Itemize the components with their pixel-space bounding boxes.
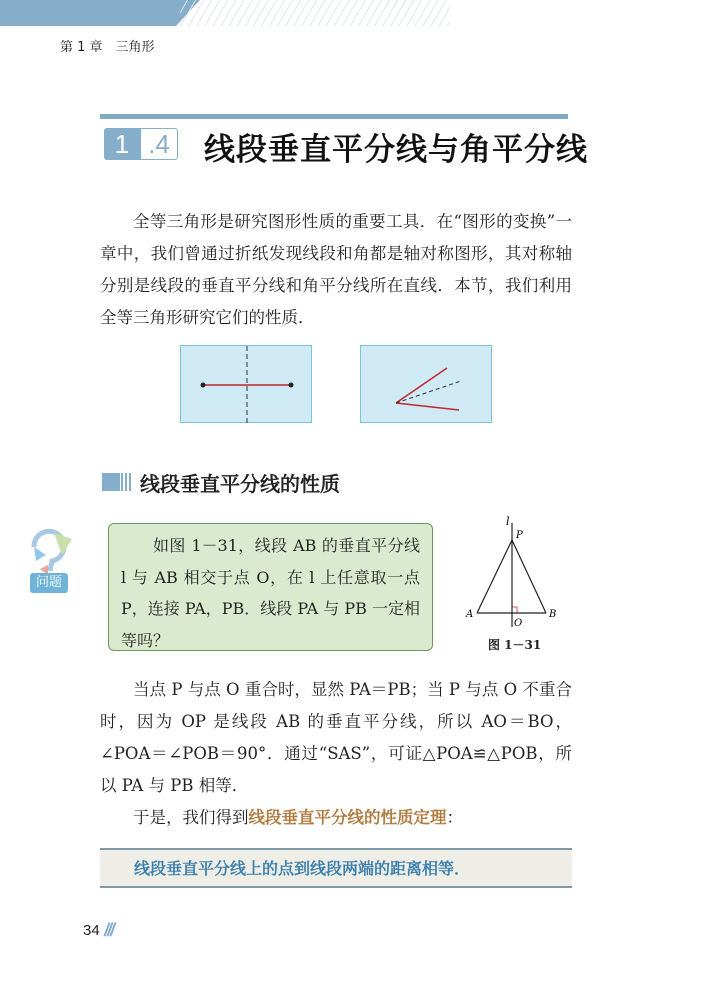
label-a: A	[466, 609, 474, 620]
proof-paragraph	[100, 674, 572, 802]
page-number: 34	[83, 922, 100, 939]
label-b: B	[549, 609, 557, 620]
section-number-minor: .4	[140, 128, 178, 160]
header-banner	[0, 0, 200, 26]
theorem-name: 线段垂直平分线的性质定理	[248, 808, 447, 827]
angle-diagram	[361, 346, 493, 424]
conclusion-paragraph	[100, 802, 572, 834]
header-hatch	[180, 0, 450, 26]
page-decoration: ///	[104, 920, 114, 940]
theorem-box: 线段垂直平分线上的点到线段两端的距离相等．	[100, 848, 572, 888]
section-title: 线段垂直平分线与角平分线	[204, 132, 588, 168]
proof-text: 当点 P 与点 O 重合时，显然 PA＝PB；当 P 与点 O 不重合时，因为 OP 是线段 AB 的垂直平分线，所以 AO＝BO，∠POA＝∠POB＝90°．通过“SAS”，可证△POA≌△POB，所以 PA 与 PB 相等．	[100, 680, 572, 795]
label-l: l	[506, 515, 510, 528]
label-p: P	[516, 530, 523, 541]
subsection-title: 线段垂直平分线的性质	[140, 472, 340, 496]
intro-text: 全等三角形是研究图形性质的重要工具．在“图形的变换”一章中，我们曾通过折纸发现线段和角都是轴对称图形，其对称轴分别是线段的垂直平分线和角平分线所在直线．本节，我们利用全等三角形研究它们的性质．	[100, 212, 572, 327]
figure-caption: 图 1－31	[488, 638, 542, 652]
conclusion-suffix: ：	[446, 808, 463, 827]
angle-figure	[360, 345, 492, 423]
segment-figure	[180, 345, 312, 423]
question-text: 如图 1－31，线段 AB 的垂直平分线 l 与 AB 相交于点 O，在 l 上任意取一点 P，连接 PA，PB．线段 PA 与 PB 一定相等吗？	[121, 536, 420, 650]
section-number-major: 1	[104, 128, 140, 160]
intro-paragraph	[100, 206, 572, 334]
title-rule	[100, 114, 568, 119]
chapter-label: 第 1 章 三角形	[60, 40, 155, 55]
figure-1-31	[460, 515, 570, 635]
segment-diagram	[181, 346, 313, 424]
subsection-marker	[102, 473, 120, 491]
subsection-marker-bars	[121, 473, 133, 491]
question-label: 问题	[30, 573, 68, 593]
label-o: O	[514, 618, 523, 629]
question-box	[108, 523, 433, 651]
conclusion-prefix: 于是，我们得到	[133, 808, 249, 827]
